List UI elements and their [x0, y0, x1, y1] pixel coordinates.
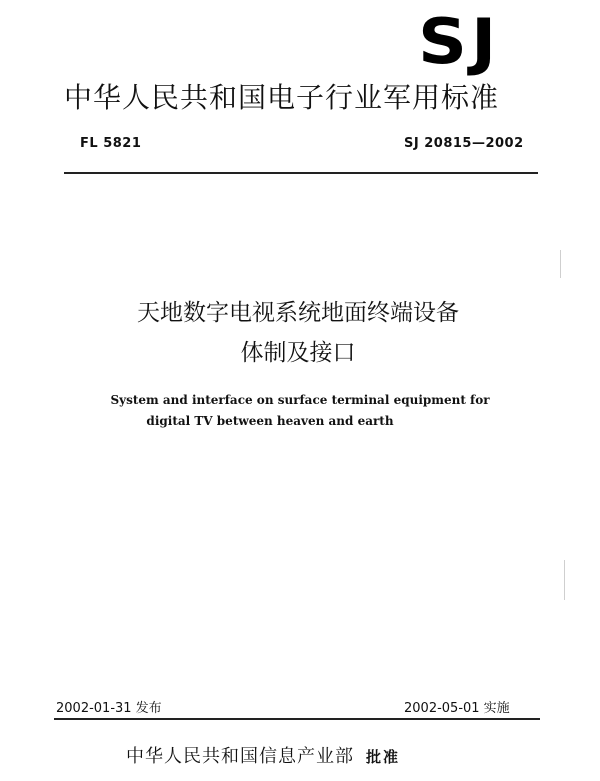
approve-label: 批准: [366, 748, 401, 766]
header-divider: [64, 172, 538, 174]
standard-number: SJ 20815—2002: [404, 136, 524, 151]
approving-authority: [126, 742, 400, 768]
implementation-date: 2002-05-01 实施: [404, 701, 510, 716]
sj-logo: SJ: [418, 5, 501, 79]
approver-name: 中华人民共和国信息产业部: [126, 746, 354, 767]
fl-code: FL 5821: [80, 136, 142, 151]
standard-category-title: 中华人民共和国电子行业军用标准: [64, 81, 500, 114]
document-title-cn-line1: 天地数字电视系统地面终端设备: [137, 300, 459, 326]
scan-artifact: [560, 250, 561, 278]
issue-date: 2002-01-31 发布: [56, 701, 162, 716]
document-title-en-line2: digital TV between heaven and earth: [146, 414, 394, 428]
footer-divider: [54, 718, 540, 720]
document-title-en-line1: System and interface on surface terminal equipment for: [110, 393, 490, 407]
scan-artifact: [564, 560, 565, 600]
document-title-cn-line2: 体制及接口: [240, 340, 356, 366]
